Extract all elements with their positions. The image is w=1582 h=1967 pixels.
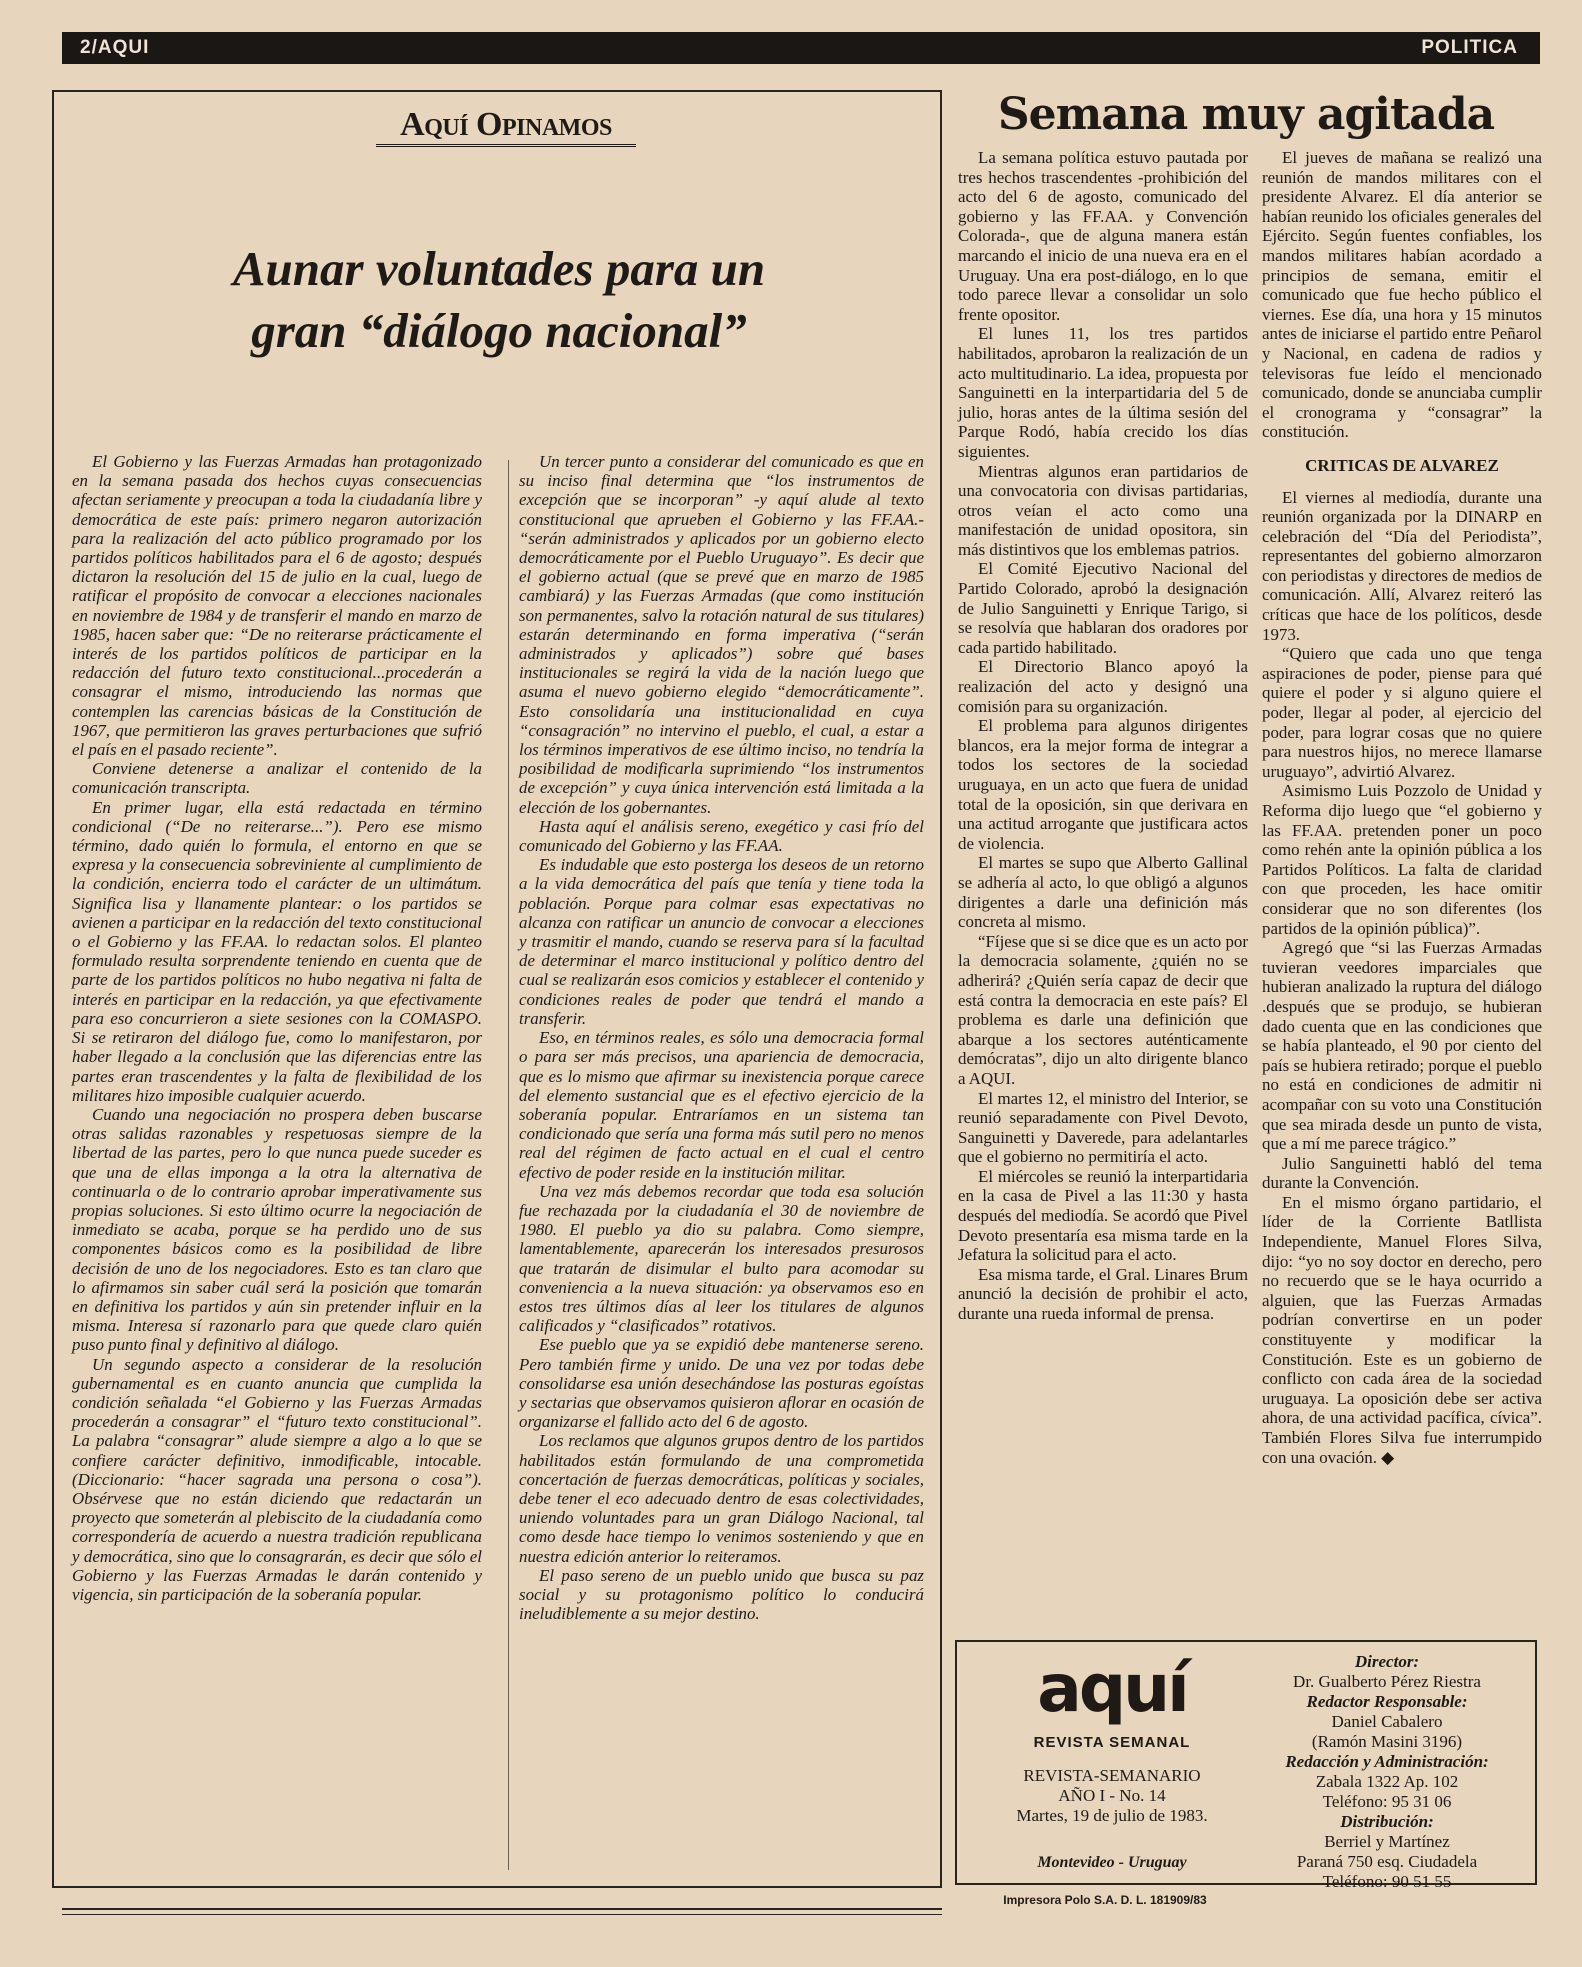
paragraph: El lunes 11, los tres partidos habilitados, aprobaron la realización de un acto multitudinario. La idea, propuesta por Sanguinetti en la interpartidaria del 5 de julio, horas antes de la última sesión del Parque Rodó, había crecido los días siguientes.	[958, 324, 1248, 461]
paragraph: Un tercer punto a considerar del comunicado es que en su inciso final determina que “los instrumentos de excepción que se incorporan” -y aquí alude al texto constitucional que aprueben el Gobierno y las FF.AA.- “serán administrados y aplicados por un gobierno electo democráticamente por el Pueblo Uruguayo”. Es decir que el gobierno actual (que se prevé que en marzo de 1985 cambiará) y las Fuerzas Armadas (que como institución son permanentes, salvo la rotación natural de sus titulares) estarán determinando en forma imperativa (“serán administrados y aplicados”) sobre qué bases institucionales se regirá la vida de la nación luego que asuma el nuevo gobierno elegido “democráticamente”. Esto consolidaría una institucionalidad en cuya “consagración” no intervino el pueblo, el cual, a estar a los términos imperativos de ese último inciso, no tendría la posibilidad de modificarla suprimiendo “los instrumentos de excepción” y cuya única intervención está limitada a la elección de los gobernantes.	[519, 452, 924, 817]
masthead-type: REVISTA-SEMANARIO	[1023, 1766, 1201, 1785]
paragraph: El problema para algunos dirigentes blancos, era la mejor forma de integrar a todos los sectores de la sociedad uruguaya, en un acto que fuera de unidad total de la oposición, sin que derivara en una actitud arrogante que justificara actos de violencia.	[958, 716, 1248, 853]
editorial-title-line2: gran “diálogo nacional”	[251, 303, 747, 358]
printer-line: Impresora Polo S.A. D. L. 181909/83	[1003, 1893, 1207, 1907]
paragraph: Una vez más debemos recordar que toda esa solución fue rechazada por la ciudadanía el 30 de noviembre de 1980. El pueblo ya dio su palabra. Como siempre, lamentablemente, aparecerán los interesados presurosos que tratarán de disimular el bulto para acomodar su conveniencia a la nueva situación: ya observamos eso en estos tres últimos días al leer los titulares de algunos calificados y “clasificados” rotativos.	[519, 1181, 924, 1336]
paragraph: En primer lugar, ella está redactada en término condicional (“De no reiterarse...”). Pero ese mismo término, dado quién lo formula, el entorno en que se expresa y la consecuencia sobreviniente al cumplimiento de la condición, encierra todo el carácter de un ultimátum. Significa lisa y llanamente plantear: o los partidos se avienen a participar en la redacción del texto constitucional o el Gobierno y las FF.AA. lo redactan solos. El planteo formulado resulta sorprendente teniendo en cuenta que de parte de los partidos políticos no hubo negativa ni falta de interés en participar en la redacción, ya que efectivamente para eso concurrieron a siete sesiones con la COMASPO. Si se retiraron del diálogo fue, como lo manifestaron, por haber llegado a la conclusión que las diferencias entre las partes eran trascendentes y la falta de flexibilidad de los militares hizo imposible cualquier acuerdo.	[72, 797, 482, 1105]
bottom-rule	[62, 1908, 942, 1915]
paragraph: Los reclamos que algunos grupos dentro de los partidos habilitados están formulando de una comprometida concertación de fuerzas democráticas, políticas y sociales, debe tener el eco adecuado dentro de esas colectividades, uniendo voluntades para un gran Diálogo Nacional, tal como desde hace tiempo lo venimos sosteniendo y que en nuestra edición anterior lo reiteramos.	[519, 1431, 924, 1566]
distribution-heading: Distribución:	[1340, 1812, 1434, 1831]
news-column-2	[1262, 148, 1542, 1467]
paragraph: “Quiero que cada uno que tenga aspiraciones de poder, piense para qué quiere el poder y si alguno quiere el poder, llegar al poder, al ejercicio del poder, para lograr cosas que no quiere para nuestros hijos, no merece llamarse uruguayo”, advirtió Alvarez.	[1262, 644, 1542, 781]
paragraph: Es indudable que esto posterga los deseos de un retorno a la vida democrática del país que tenía y tiene toda la población. Porque para colmar esas expectativas no alcanza con ratificar un anuncio de convocar a elecciones y trasmitir el mando, cuando se reserva para sí la facultad de determinar el marco institucional y político dentro del cual se realizarán esos comicios y establecer el contenido y condiciones reales de poder que tendrá el mando a transferir.	[519, 855, 924, 1028]
distribution-address: Paraná 750 esq. Ciudadela	[1296, 1852, 1478, 1871]
masthead-date: Martes, 19 de julio de 1983.	[1016, 1806, 1208, 1825]
news-subhead: CRITICAS DE ALVAREZ	[1305, 455, 1499, 475]
paragraph: La semana política estuvo pautada por tres hechos trascendentes -prohibición del acto del 6 de agosto, comunicado del gobierno y las FF.AA. y Convención Colorada-, que de alguna manera están marcando el inicio de una nueva era en el Uruguay. Una era post-diálogo, en lo que todo parece llevar a consolidar un solo frente opositor.	[958, 148, 1248, 324]
director-heading: Director:	[1354, 1652, 1420, 1671]
paragraph: Asimismo Luis Pozzolo de Unidad y Reforma dijo luego que “el gobierno y las FF.AA. pretenden poner un poco como rehén ante la opinión pública a los Partidos Políticos. La falta de claridad con que proceden, les hace omitir considerar que no son diferentes (los partidos de la opinión pública)”.	[1262, 781, 1542, 938]
paragraph: El Comité Ejecutivo Nacional del Partido Colorado, aprobó la designación de Julio Sanguinetti y Enrique Tarigo, si se resolvía que hablaran dos oradores por cada partido habilitado.	[958, 559, 1248, 657]
paragraph: Agregó que “si las Fuerzas Armadas tuvieran veedores imparciales que hubieran analizado la ruptura del diálogo .después que se produjo, se hubieran dado cuenta que en las condiciones que se había planteado, el 90 por ciento del país se hubiera retirado; porque el pueblo no está en condiciones de admitir ni acompañar con su voto una Constitución que sea mirada desde un punto de vista, que a mí me parece trágico.”	[1262, 938, 1542, 1154]
paragraph: El miércoles se reunió la interpartidaria en la casa de Pivel a las 11:30 y hasta después del mediodía. Se acordó que Pivel Devoto presentaría esa misma tarde en la Jefatura la solicitud para el acto.	[958, 1166, 1248, 1265]
news-column-1	[958, 148, 1248, 1324]
paragraph: Esa misma tarde, el Gral. Linares Brum anunció la decisión de prohibir el acto, durante una rueda informal de prensa.	[958, 1264, 1248, 1324]
news-headline: Semana muy agitada	[997, 89, 1495, 140]
paragraph: El viernes al mediodía, durante una reunión organizada por la DINARP en celebración del “Día del Periodista”, representantes del gobierno almorzaron con periodistas y directores de medios de comunicación. Allí, Alvarez reiteró las críticas que hace de los políticos, desde 1973.	[1262, 487, 1542, 644]
paragraph: El martes 12, el ministro del Interior, se reunió separadamente con Pivel Devoto, Sanguinetti y Daverede, para adelantarles que el gobierno no permitiría el acto.	[958, 1088, 1248, 1167]
redactor-heading: Redactor Responsable:	[1306, 1692, 1468, 1711]
masthead-issue: AÑO I - No. 14	[1058, 1786, 1166, 1805]
admin-phone: Teléfono: 95 31 06	[1322, 1792, 1452, 1811]
paragraph: Hasta aquí el análisis sereno, exegético y casi frío del comunicado del Gobierno y las FF.AA.	[519, 816, 924, 856]
editorial-column-1	[72, 452, 482, 1604]
director-name: Dr. Gualberto Pérez Riestra	[1293, 1672, 1481, 1691]
paragraph: El Directorio Blanco apoyó la realización del acto y designó una comisión para su organización.	[958, 657, 1248, 716]
paragraph: “Fíjese que si se dice que es un acto por la democracia solamente, ¿quién no se adherirá? ¿Quién sería capaz de decir que está contra la democracia en este país? El problema es darle una definición que abarque a los sectores auténticamente demócratas”, dijo un alto dirigente blanco a AQUI.	[958, 931, 1248, 1088]
paragraph: Mientras algunos eran partidarios de una convocatoria con divisas partidarias, otros veían el acto como una manifestación de unidad opositora, sin más distintivos que los emblemas patrios.	[958, 461, 1248, 559]
redactor-name: Daniel Cabalero	[1331, 1712, 1443, 1731]
logo-subtitle: REVISTA SEMANAL	[1033, 1734, 1191, 1751]
paragraph: El jueves de mañana se realizó una reunión de mandos militares con el presidente Alvarez. El día anterior se habían reunido los oficiales generales del Ejército. Según fuentes confiables, los mandos militares habían acordado a principios de semana, emitir el comunicado que fue hecho público el viernes. Ese día, una hora y 15 minutos antes de iniciarse el partido entre Peñarol y Nacional, en cadena de radios y televisoras fue leído el mencionado comunicado, donde se anunciaba cumplir el cronograma y “consagrar” la constitución.	[1262, 148, 1543, 442]
paragraph: El paso sereno de un pueblo unido que busca su paz social y su protagonismo político lo conducirá ineludiblemente a su mejor destino.	[519, 1565, 924, 1624]
editorial-kicker: Aquí Opinamos	[376, 106, 636, 147]
aqui-logo: aquí	[1037, 1650, 1187, 1727]
masthead-city: Montevideo - Uruguay	[1037, 1854, 1187, 1871]
column-divider	[508, 460, 509, 1870]
editorial-title	[84, 238, 914, 362]
admin-heading: Redacción y Administración:	[1285, 1752, 1489, 1771]
editorial-title-line1: Aunar voluntades para un	[232, 241, 766, 296]
paragraph: Julio Sanguinetti habló del tema durante la Convención.	[1262, 1153, 1542, 1193]
distribution-phone: Teléfono: 90 51 55	[1322, 1872, 1452, 1891]
page-header-bar	[62, 32, 1540, 64]
paragraph: El Gobierno y las Fuerzas Armadas han protagonizado en la semana pasada dos hechos cuyas consecuencias afectan seriamente y preocupan a toda la ciudadanía libre y democrática de este país: primero negaron autorización para la realización del acto público programado por los partidos políticos habilitados para el 6 de agosto; después dictaron la resolución del 15 de julio en la cual, luego de ratificar el propósito de convocar a elecciones nacionales en noviembre de 1984 y de transferir el mando en marzo de 1985, hacen saber que: “De no reiterarse prácticamente el interés de los partidos políticos de participar en la redacción del futuro texto constitucional...procederán a consagrar el mismo, introduciendo las normas que contemplen las carencias básicas de la Constitución de 1967, que permitieron las graves perturbaciones que sufrió el país en el pasado reciente”.	[72, 452, 482, 760]
paragraph: Cuando una negociación no prospera deben buscarse otras salidas razonables y respetuosas siempre de la libertad de las partes, pero lo que nunca puede suceder es que una de ellas imponga a la otra la alternativa de continuarla o de lo contrario aprobar imperativamente sus propias soluciones. Si esto último ocurre la negociación de inmediato se acaba, porque se ha perdido uno de sus componentes básicos como es la posibilidad de libre decisión de uno de los negociadores. Esto es tan claro que lo afirmamos sin saber cuál será la posición que tomarán en definitiva los partidos y aún sin pretender influir en la misma. Interesa sí razonarlo para que quede claro quién puso punto final y definitivo al diálogo.	[72, 1104, 482, 1355]
masthead-box	[955, 1640, 1537, 1891]
paragraph: El martes se supo que Alberto Gallinal se adhería al acto, lo que obligó a algunos dirigentes a darle una definición más concreta al mismo.	[958, 853, 1248, 932]
masthead-credits	[1242, 1652, 1532, 1892]
page-number: 2/AQUI	[80, 37, 150, 58]
paragraph: Conviene detenerse a analizar el contenido de la comunicación transcripta.	[72, 759, 482, 798]
redactor-address: (Ramón Masini 3196)	[1311, 1732, 1463, 1751]
paragraph: Ese pueblo que ya se expidió debe mantenerse sereno. Pero también firme y unido. De una vez por todas debe consolidarse esa unión desechándose las posturas egoístas y sectarias que observamos quisieron aflorar en ocasión de organizarse el fallido acto del 6 de agosto.	[519, 1335, 924, 1432]
paragraph: Un segundo aspecto a considerar de la resolución gubernamental es en cuanto anuncia que cumplida la condición señalada “el Gobierno y las Fuerzas Armadas procederán a consagrar” el “futuro texto constitucional”. La palabra “consagrar” alude siempre a algo a lo que se confiere carácter definitivo, inmodificable, intocable. (Diccionario: “hacer sagrada una persona o cosa”). Obsérvese que no están diciendo que redactarán un proyecto que someterán al plebiscito de la ciudadanía como correspondería de acuerdo a nuestra tradición republicana y democrática, sino que lo consagrarán, es decir que sólo el Gobierno y las Fuerzas Armadas le darán contenido y vigencia, sin participación de la soberanía popular.	[72, 1354, 482, 1604]
paragraph: En el mismo órgano partidario, el líder de la Corriente Batllista Independiente, Manuel Flores Silva, dijo: “yo no soy doctor en derecho, pero no recuerdo que se le haya ocurrido a alguien, que las Fuerzas Armadas podrían convertirse en un poder constituyente y modificar la Constitución. Este es un gobierno de conflicto con cada área de la sociedad uruguaya. La oposición debe ser activa ahora, de una actividad pacífica, cívica”. También Flores Silva fue interrumpido con una ovación. ◆	[1262, 1192, 1542, 1467]
editorial-box	[52, 90, 942, 1888]
admin-address: Zabala 1322 Ap. 102	[1315, 1772, 1459, 1791]
distribution-name: Berriel y Martínez	[1324, 1832, 1450, 1851]
section-label: POLITICA	[1421, 37, 1518, 58]
paragraph: Eso, en términos reales, es sólo una democracia formal o para ser más precisos, una apariencia de democracia, que es lo mismo que afirmar su inexistencia porque carece del elemento sustancial que es el efectivo ejercicio de la soberanía popular. Entraríamos en un sistema tan condicionado que sería una forma más sutil pero no menos real del régimen de facto actual en el cual el centro efectivo de poder reside en la institución militar.	[519, 1028, 924, 1182]
editorial-column-2	[519, 452, 924, 1623]
